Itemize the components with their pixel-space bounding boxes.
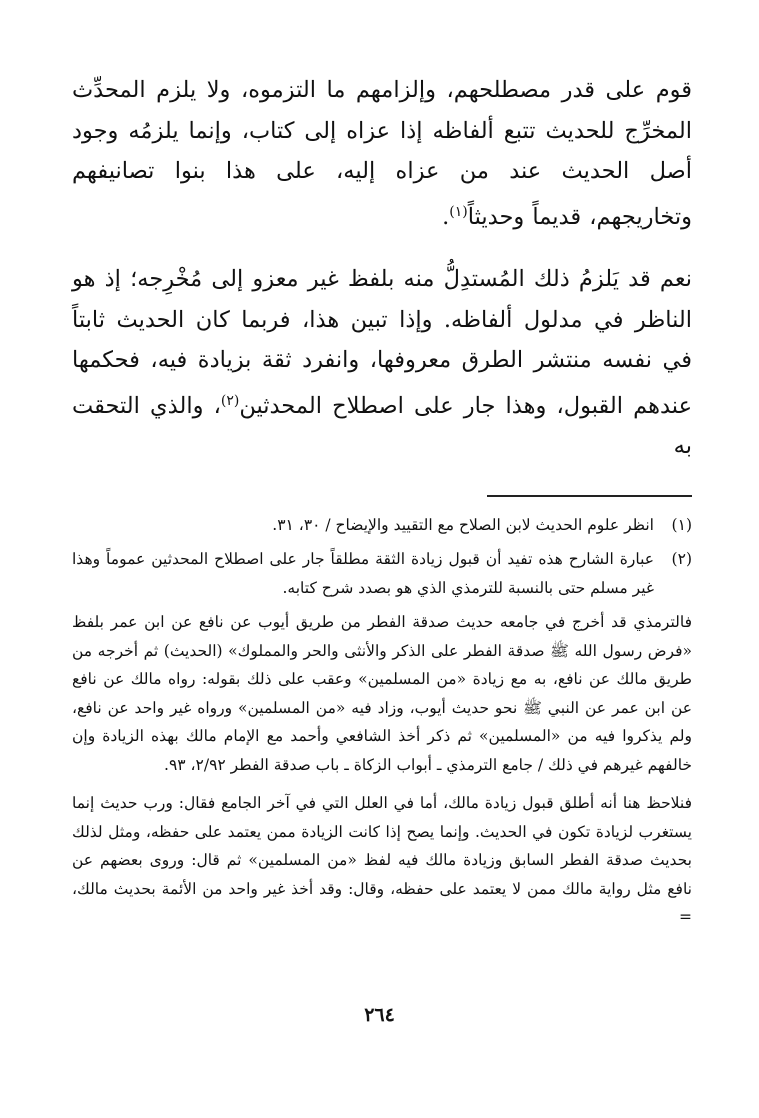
footnote-1-text: انظر علوم الحديث لابن الصلاح مع التقييد والإيضاح / ٣٠، ٣١. — [272, 515, 654, 534]
footnote-2-paragraph-2: فالترمذي قد أخرج في جامعه حديث صدقة الفطر من طريق أيوب عن نافع عن ابن عمر بلفظ «فرض رسول الله ﷺ صدقة الفطر على الذكر والأنثى والحر والمملوك» (الحديث) ثم أخرجه من طريق مالك عن نافع، به مع زيادة «من المسلمين» وعقب على ذلك بقوله: رواه مالك عن نافع عن ابن عمر عن النبي ﷺ نحو حديث أيوب، وزاد فيه «من المسلمين» ورواه غير واحد عن نافع، ولم يذكروا فيه من «المسلمين» ثم ذكر أخذ الشافعي وأحمد مع الإمام مالك بهذه الزيادة وإن خالفهم غيرهم في ذلك / جامع الترمذي ـ أبواب الزكاة ـ باب صدقة الفطر ٢/٩٢، ٩٣. — [72, 613, 692, 774]
footnote-2 — [72, 545, 692, 602]
main-paragraph-1 — [72, 70, 692, 237]
footnote-reference-1: (١) — [449, 203, 468, 220]
footnote-1-number: (١) — [671, 515, 692, 534]
main-paragraph-2-text: نعم قد يَلزمُ ذلك المُستدِلُّ منه بلفظ غير معزو إلى مُخْرِجه؛ إذ هو الناظر في مدلول ألفاظه. وإذا تبين هذا، فربما كان الحديث ثابتاً في نفسه منتشر الطرق معروفها، وانفرد ثقة بزيادة فيه، فحكمها عندهم القبول، وهذا جار على اصطلاح المحدثين — [72, 266, 692, 419]
footnote-1 — [72, 511, 692, 540]
footnote-separator — [487, 495, 692, 497]
main-paragraph-1-text: قوم على قدر مصطلحهم، وإلزامهم ما التزموه، ولا يلزم المحدِّث المخرِّج للحديث تتبع ألفاظه إذا عزاه إلى كتاب، وإنما يلزمُه وجود أصل الحديث عند من عزاه إليه، على هذا بنوا تصانيفهم وتخاريجهم، قديماً وحديثاً — [72, 77, 692, 230]
footnote-2-number: (٢) — [671, 550, 692, 568]
main-paragraph-2-continuation: ، والذي التحقت به — [72, 392, 692, 459]
footnote-2-paragraph-3: فنلاحظ هنا أنه أطلق قبول زيادة مالك، أما في العلل التي في آخر الجامع فقال: ورب حديث إنما يستغرب لزيادة تكون في الحديث. وإنما يصح إذا كانت الزيادة ممن يعتمد على حفظه، ومثل لذلك بحديث صدقة الفطر السابق وزيادة مالك فيه لفظ «من المسلمين» ثم قال: وروى بعضهم عن نافع مثل رواية مالك ممن لا يعتمد على حفظه، وقال: وقد أخذ غير واحد من الأئمة بحديث مالك، = — [72, 794, 692, 926]
footnote-reference-2: (٢) — [220, 392, 240, 409]
footnotes — [72, 511, 692, 932]
footnote-2-text: عبارة الشارح هذه تفيد أن قبول زيادة الثقة مطلقاً جار على اصطلاح المحدثين عموماً وهذا غير مسلم حتى بالنسبة للترمذي الذي هو بصدد شرح كتابه. — [72, 550, 654, 597]
footnote-2-body — [72, 545, 654, 602]
page-number: ٢٦٤ — [364, 1004, 395, 1026]
main-paragraph-2 — [72, 259, 692, 467]
main-text — [72, 70, 692, 467]
main-paragraph-1-tail: . — [442, 203, 450, 230]
book-page — [72, 70, 692, 1110]
